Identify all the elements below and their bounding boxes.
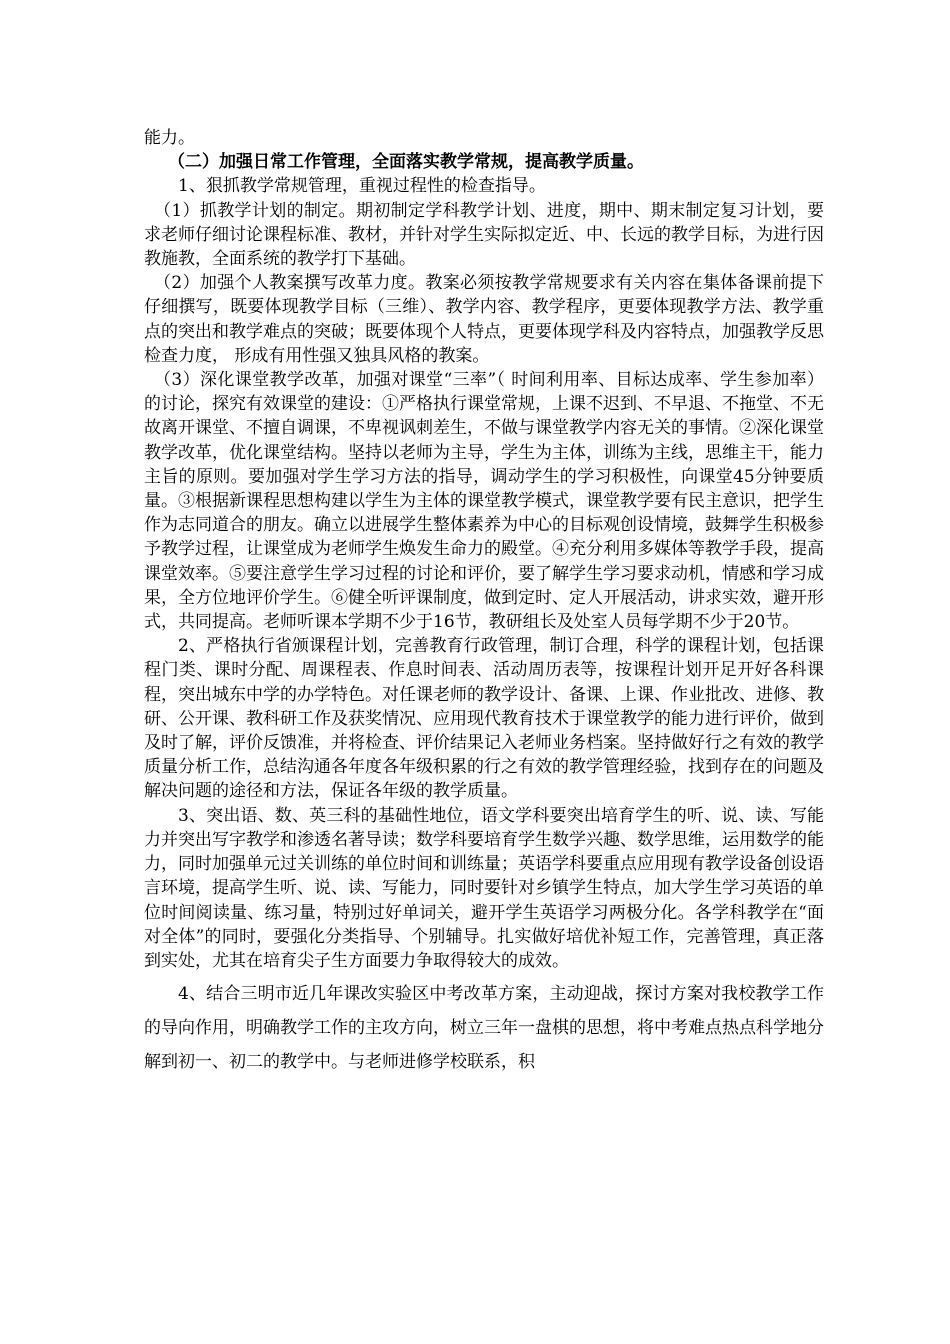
paragraph-continuation: 能力。 (144, 128, 195, 148)
paragraph-item-1: 1、狠抓教学常规管理，重视过程性的检查指导。 (178, 176, 546, 197)
paragraph-item-1-3: （3）深化课堂教学改革，加强对课堂“三率”（ 时间利用率、目标达成率、学生参加率）的讨论，探究有效课堂的建设：①严格执行课堂常规，上课不迟到、不早退、不拖堂、不无故离开课堂、不擅自调课，不卑视讽刺差生，不做与课堂教学内容无关的事情。②深化课堂教学改革，优化课堂结构。坚持以老师为主导，学生为主体，训练为主线，思维主干，能力主旨的原则。要加强对学生学习方法的指导，调动学生的学习积极性，向课堂45分钟要质量。③根据新课程思想构建以学生为主体的课堂教学模式，课堂教学要有民主意识，把学生作为志同道合的朋友。确立以进展学生整体素养为中心的目标观创设情境，鼓舞学生积极参予教学过程，让课堂成为老师学生焕发生命力的殿堂。④充分利用多媒体等教学手段，提高课堂效率。⑤要注意学生学习过程的讨论和评价，要了解学生学习要求动机，情感和学习成果，全方位地评价学生。⑥健全听评课制度，做到定时、定人开展活动，讲求实效，避开形式，共同提高。老师听课本学期不少于16节，教研组长及处室人员每学期不少于20节。 (144, 370, 824, 633)
paragraph-item-1-2: （2）加强个人教案撰写改革力度。教案必须按教学常规要求有关内容在集体备课前提下仔细撰写，既要体现教学目标（三维）、教学内容、教学程序，更要体现教学方法、教学重点的突出和教学难点的突破；既要体现个人特点，更要体现学科及内容特点，加强教学反思检查力度， 形成有用性强又独具风格的教案。 (144, 273, 824, 366)
paragraph-item-4: 4、结合三明市近几年课改实验区中考改革方案，主动迎战，探讨方案对我校教学工作的导向作用，明确教学工作的主攻方向，树立三年一盘棋的思想，将中考难点热点科学地分解到初一、初二的教学中。与老师进修学校联系，积 (144, 984, 824, 1073)
paragraph-item-3: 3、突出语、数、英三科的基础性地位，语文学科要突出培育学生的听、说、读、写能力并突出写字教学和渗透名著导读；数学科要培育学生数学兴趣、数学思维，运用数学的能力，同时加强单元过关训练的单位时间和训练量；英语学科要重点应用现有教学设备创设语言环境，提高学生听、说、读、写能力，同时要针对乡镇学生特点，加大学生学习英语的单位时间阅读量、练习量，特别过好单词关，避开学生英语学习两极分化。各学科教学在“面对全体”的同时，要强化分类指导、个别辅导。扎实做好培优补短工作，完善管理，真正落到实处，尤其在培育尖子生方面要力争取得较大的成效。 (144, 805, 824, 971)
document-body (144, 126, 824, 1079)
paragraph-item-1-1: （1）抓教学计划的制定。期初制定学科教学计划、进度，期中、期末制定复习计划，要求老师仔细讨论课程标准、教材，并针对学生实际拟定近、中、长远的教学目标，为进行因教施教，全面系统的教学打下基础。 (144, 200, 824, 270)
paragraph-item-2: 2、严格执行省颁课程计划，完善教育行政管理，制订合理，科学的课程计划，包括课程门类、课时分配、周课程表、作息时间表、活动周历表等，按课程计划开足开好各科课程，突出城东中学的办学特色。对任课老师的教学设计、备课、上课、作业批改、进修、教研、公开课、教科研工作及获奖情况、应用现代教育技术于课堂教学的能力进行评价，做到及时了解，评价反馈准，并将检查、评价结果记入老师业务档案。坚持做好行之有效的教学质量分析工作，总结沟通各年度各年级积累的行之有效的教学管理经验，找到存在的问题及解决问题的途径和方法，保证各年级的教学质量。 (144, 636, 824, 802)
section-heading: （二）加强日常工作管理，全面落实教学常规，提高教学质量。 (168, 152, 644, 173)
